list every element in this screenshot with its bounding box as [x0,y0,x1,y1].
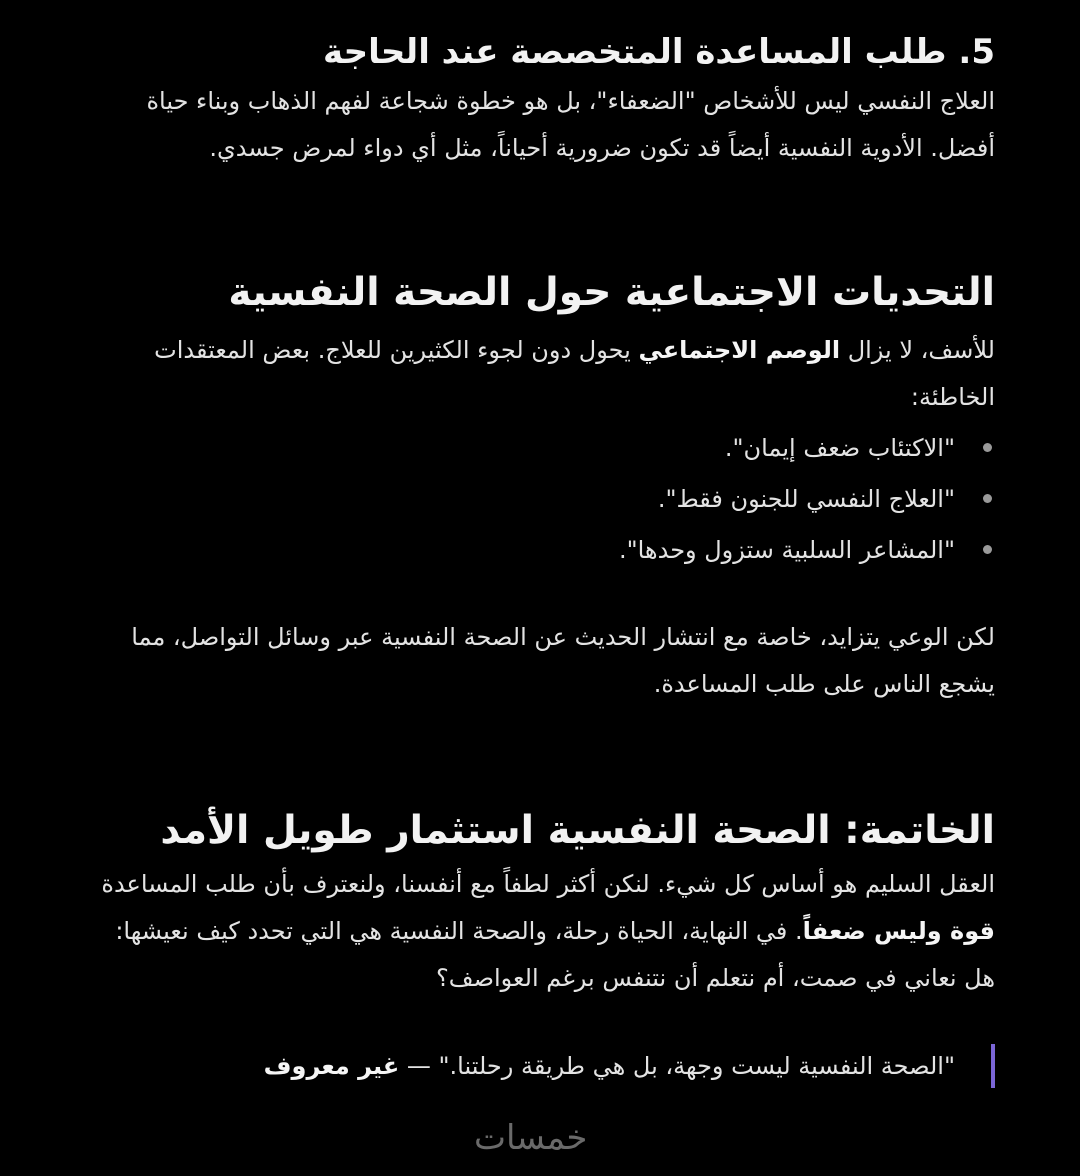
conclusion-heading: الخاتمة: الصحة النفسية استثمار طويل الأمد [160,808,995,853]
strength-emphasis: قوة وليس ضعفاً [802,917,995,945]
closing-quote [80,1044,995,1088]
challenges-intro-start: للأسف، لا يزال [840,336,995,364]
section-5-paragraph: العلاج النفسي ليس للأشخاص "الضعفاء"، بل هو خطوة شجاعة لفهم الذهاب وبناء حياة أفضل. الأدوية النفسية أيضاً قد تكون ضرورية أحياناً، مثل أي دواء لمرض جسدي. [146,87,995,162]
article-body [80,0,995,1088]
bullet-dot-icon [983,443,992,452]
section-5-heading: 5. طلب المساعدة المتخصصة عند الحاجة [323,32,995,72]
list-item [80,423,955,474]
challenges-heading: التحديات الاجتماعية حول الصحة النفسية [228,270,995,315]
list-item [80,525,955,576]
stigma-emphasis: الوصم الاجتماعي [638,336,841,364]
quote-author: غير معروف [263,1052,400,1080]
bullet-dot-icon [983,545,992,554]
bullet-dot-icon [983,494,992,503]
quote-text: "الصحة النفسية ليست وجهة، بل هي طريقة رحلتنا." — [399,1052,955,1080]
challenges-intro-end: يحول دون لجوء الكثيرين للعلاج. بعض المعتقدات الخاطئة: [154,336,995,411]
conclusion-text-end: . في النهاية، الحياة رحلة، والصحة النفسية هي التي تحدد كيف نعيشها: هل نعاني في صمت، أم نتعلم أن نتنفس برغم العواصف؟ [115,917,995,992]
conclusion-paragraph [80,861,995,1002]
list-item-text: "العلاج النفسي للجنون فقط". [657,485,955,513]
list-item-text: "الاكتئاب ضعف إيمان". [724,434,955,462]
challenges-closing: لكن الوعي يتزايد، خاصة مع انتشار الحديث عن الصحة النفسية عبر وسائل التواصل، مما يشجع الناس على طلب المساعدة. [131,623,995,698]
list-item [80,474,955,525]
misconceptions-list [80,423,995,576]
conclusion-text-start: العقل السليم هو أساس كل شيء. لنكن أكثر لطفاً مع أنفسنا، ولنعترف بأن طلب المساعدة [101,870,995,898]
challenges-intro [80,327,995,421]
list-item-text: "المشاعر السلبية ستزول وحدها". [618,536,955,564]
khamsat-watermark: خمسات [474,1118,588,1158]
